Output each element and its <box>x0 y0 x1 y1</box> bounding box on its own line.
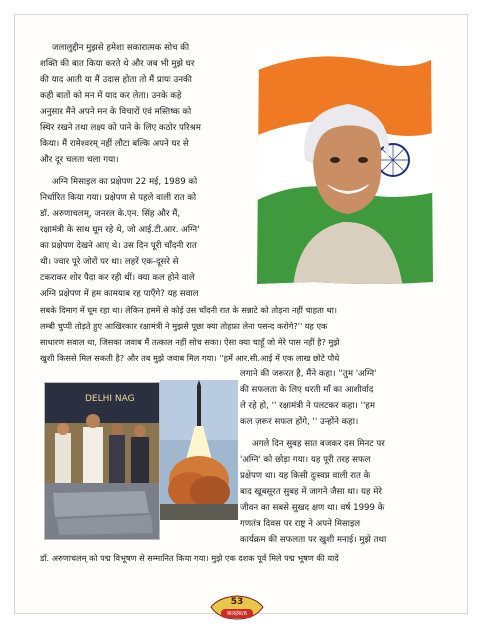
text-line: साधारण सवाल था, जिसका जवाब मैं तत्काल नहीं सोच सका। ऐसा क्या चाहूँ जो मेरे पास नहीं है? मुझे <box>40 337 340 347</box>
text-line: शक्ति की बात किया करते थे और जब भी मुझे घर <box>40 59 195 69</box>
text-line: जीवन का सबसे सुखद क्षण था। वर्ष 1999 के <box>240 503 385 513</box>
text-line: बाद खूबसूरत सुबह में जागने जैसा था। यह मेरे <box>240 487 382 497</box>
text-line: का प्रक्षेपण देखने आए थे। उस दिन पूरी चाँदनी रात <box>40 241 197 251</box>
text-line: डॉ. अरुणाचलम् को पद्म विभूषण से सम्मानित किया गया। मुझे एक दशक पूर्व मिले पद्म भूषण की यादें <box>40 553 339 563</box>
page-number: 53 <box>230 597 244 607</box>
text-line: और दूर चलता चला गया। <box>40 155 119 165</box>
text-line: जलालुद्दीन मुझसे हमेशा सकारात्मक सोच की <box>52 43 190 53</box>
text-line: खुशी किससे मिल सकती है? और तब मुझे जवाब मिल गया। ''हमें आर.सी.आई में एक लाख छोटे पौधे <box>40 353 340 363</box>
text-line: प्रक्षेपण था। यह किसी दुःस्वप्न वाली रात के <box>240 471 371 481</box>
text-line: अगले दिन सुबह सात बजकर दस मिनट पर <box>252 439 385 449</box>
text-line: किया। मैं रामेश्वरम् नहीं लौटा बल्कि अपने घर से <box>40 139 189 149</box>
text-line: रक्षामंत्री के साथ घूम रहे थे, जो आई.टी.आर. अग्नि' <box>40 225 200 235</box>
text-line: कही बातों को मन में याद कर लेता। उनके कहे <box>40 91 182 101</box>
kalam-flag-illustration <box>253 42 436 288</box>
text-line: लगाने की जरूरत है, मैंने कहा। ''तुम 'अग्नि' <box>240 369 377 379</box>
text-line: थी। ज्वार पूरे जोरों पर था। लहरें एक-दूसरे से <box>40 257 179 267</box>
text-line: निर्धारित किया गया। प्रक्षेपण से पहले वाली रात को <box>40 193 197 203</box>
text-line: सबके दिमाग में घूम रहा था। लेकिन हममें से कोई उस चाँदनी रात के सन्नाटे को तोड़ना नहीं चाहता था। <box>40 305 337 315</box>
magazine-label: बालहंस/6 <box>226 611 248 617</box>
text-line: की याद आती या मैं उदास होता तो मैं प्रायः उनकी <box>40 75 192 85</box>
missile-launch-photo <box>160 380 238 520</box>
text-line: अनुसार मैंने अपने मन के विचारों एवं मस्तिष्क को <box>40 107 192 117</box>
text-line: अग्नि प्रक्षेपण में हम कामयाब रह पाएँगे? यह सवाल <box>40 289 199 299</box>
text-line: की सफलता के लिए धरती माँ का आशीर्वाद <box>240 385 374 395</box>
text-line: स्थिर रखने तथा लक्ष्य को पाने के लिए कठोर परिश्रम <box>40 123 201 133</box>
text-line: डॉ. अरुणाचलम्, जनरल के.एन. सिंह और मैं, <box>40 209 181 219</box>
ceremony-photo <box>44 382 160 540</box>
text-line: अग्नि मिसाइल का प्रक्षेपण 22 मई, 1989 को <box>52 177 198 187</box>
text-line: गणतंत्र दिवस पर राष्ट्र ने अपने मिसाइल <box>240 519 361 529</box>
text-line: कल ज़रूर सफल होंगे, '' उन्होंने कहा। <box>240 417 359 427</box>
page-number-badge <box>209 593 265 621</box>
banner-text: DELHI NAG <box>85 394 135 404</box>
text-line: ले रहे हो, '' रक्षामंत्री ने पलटकर कहा। ''हम <box>240 401 376 411</box>
text-line: लम्बी चुप्पी तोड़ते हुए आखिरकार रक्षामंत्री ने मुझसे पूछा क्या तोहफ़ा लेना पसन्द करोगे?'' यह एक <box>40 321 328 331</box>
text-line: कार्यक्रम की सफलता पर खुशी मनाई। मुझे तथा <box>240 535 387 545</box>
text-line: टकराकर शोर पैदा कर रही थीं। क्या कल होने वाले <box>40 273 195 283</box>
text-line: 'अग्नि' को छोड़ा गया। यह पूरी तरह सफल <box>240 455 371 465</box>
